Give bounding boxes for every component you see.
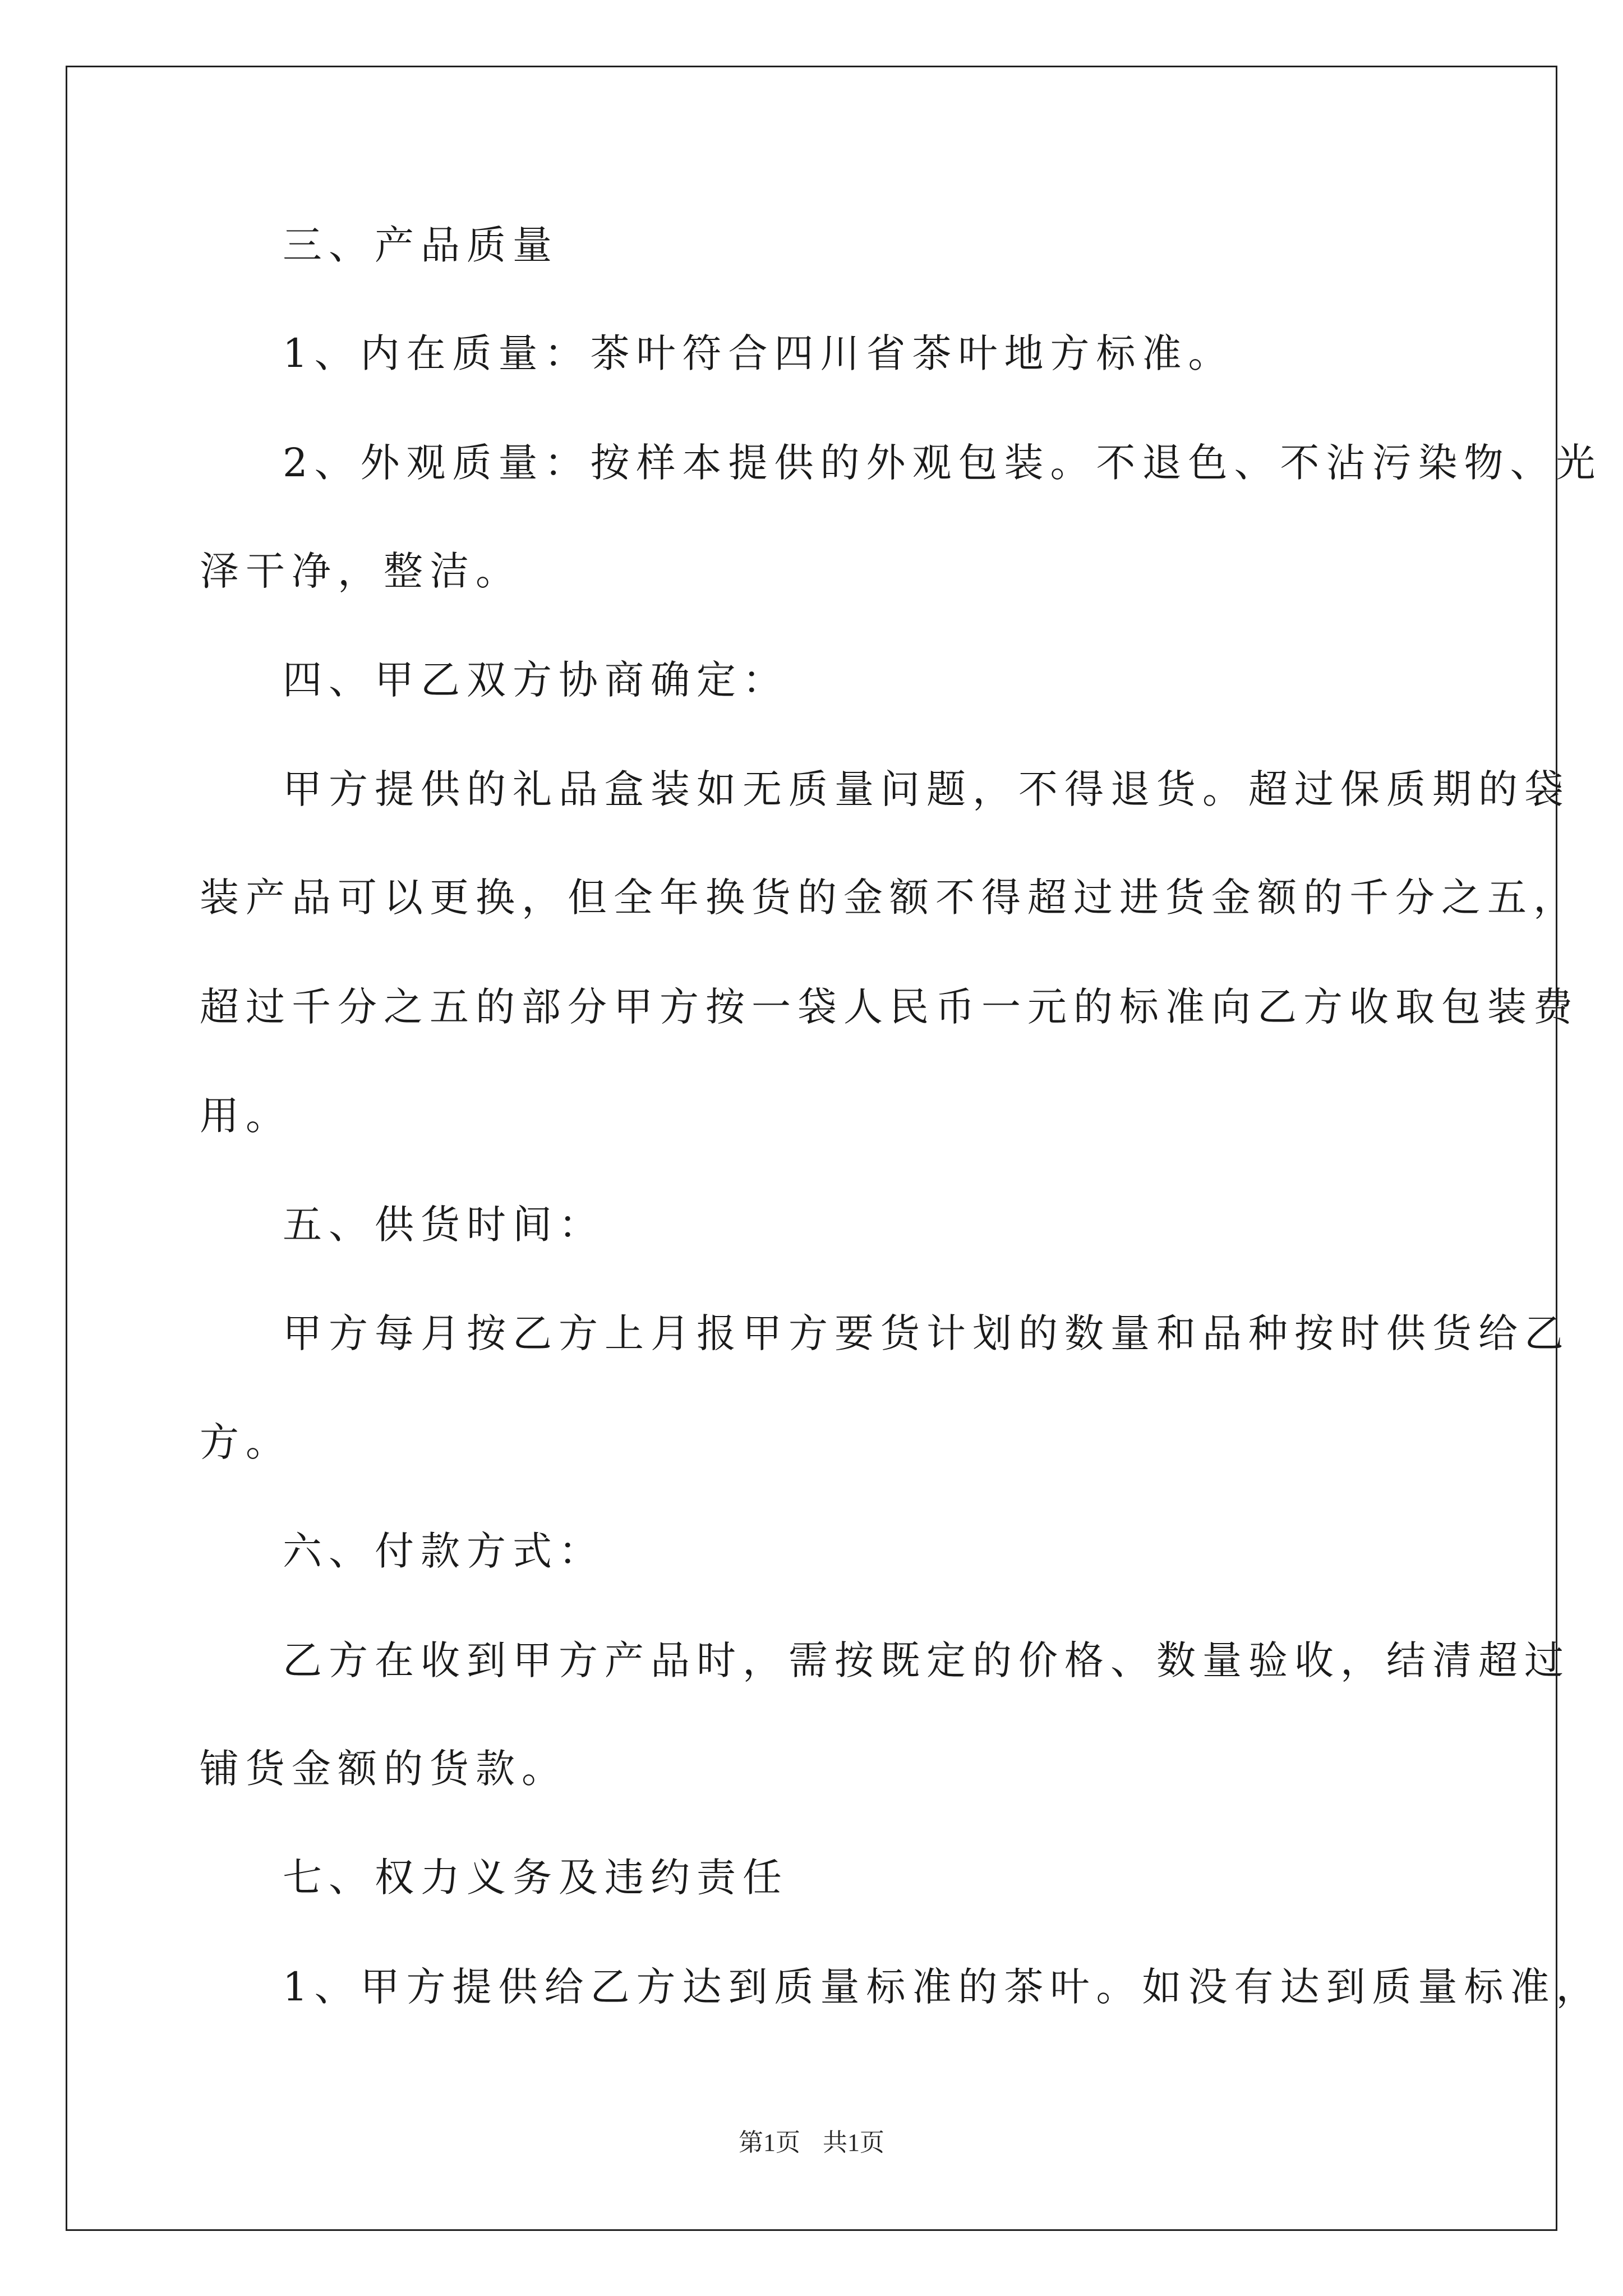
paragraph-line: 2、外观质量：按样本提供的外观包装。不退色、不沾污染物、光 xyxy=(283,440,1602,486)
page-footer xyxy=(0,2126,1623,2160)
page-border xyxy=(66,66,1557,2231)
paragraph-line: 铺货金额的货款。 xyxy=(200,1746,568,1792)
paragraph-line: 甲方每月按乙方上月报甲方要货计划的数量和品种按时供货给乙 xyxy=(283,1310,1570,1356)
page-total: 共1页 xyxy=(823,2129,884,2156)
paragraph-line: 乙方在收到甲方产品时，需按既定的价格、数量验收，结清超过 xyxy=(283,1637,1570,1683)
paragraph-line: 1、内在质量：茶叶符合四川省茶叶地方标准。 xyxy=(283,330,1234,376)
heading-supply-time: 五、供货时间： xyxy=(283,1202,605,1248)
heading-mutual-agreement: 四、甲乙双方协商确定： xyxy=(283,657,789,703)
paragraph-line: 甲方提供的礼品盒装如无质量问题，不得退货。超过保质期的袋 xyxy=(283,766,1570,812)
paragraph-line: 用。 xyxy=(200,1093,292,1139)
heading-rights-obligations: 七、权力义务及违约责任 xyxy=(283,1855,789,1901)
paragraph-line: 泽干净，整洁。 xyxy=(200,548,522,594)
heading-product-quality: 三、产品质量 xyxy=(283,222,559,268)
paragraph-line: 方。 xyxy=(200,1419,292,1465)
paragraph-line: 装产品可以更换，但全年换货的金额不得超过进货金额的千分之五， xyxy=(200,875,1579,921)
page-number: 第1页 xyxy=(739,2129,800,2156)
paragraph-line: 超过千分之五的部分甲方按一袋人民币一元的标准向乙方收取包装费 xyxy=(200,984,1579,1030)
heading-payment-method: 六、付款方式： xyxy=(283,1528,605,1574)
paragraph-line: 1、甲方提供给乙方达到质量标准的茶叶。如没有达到质量标准， xyxy=(283,1964,1602,2010)
